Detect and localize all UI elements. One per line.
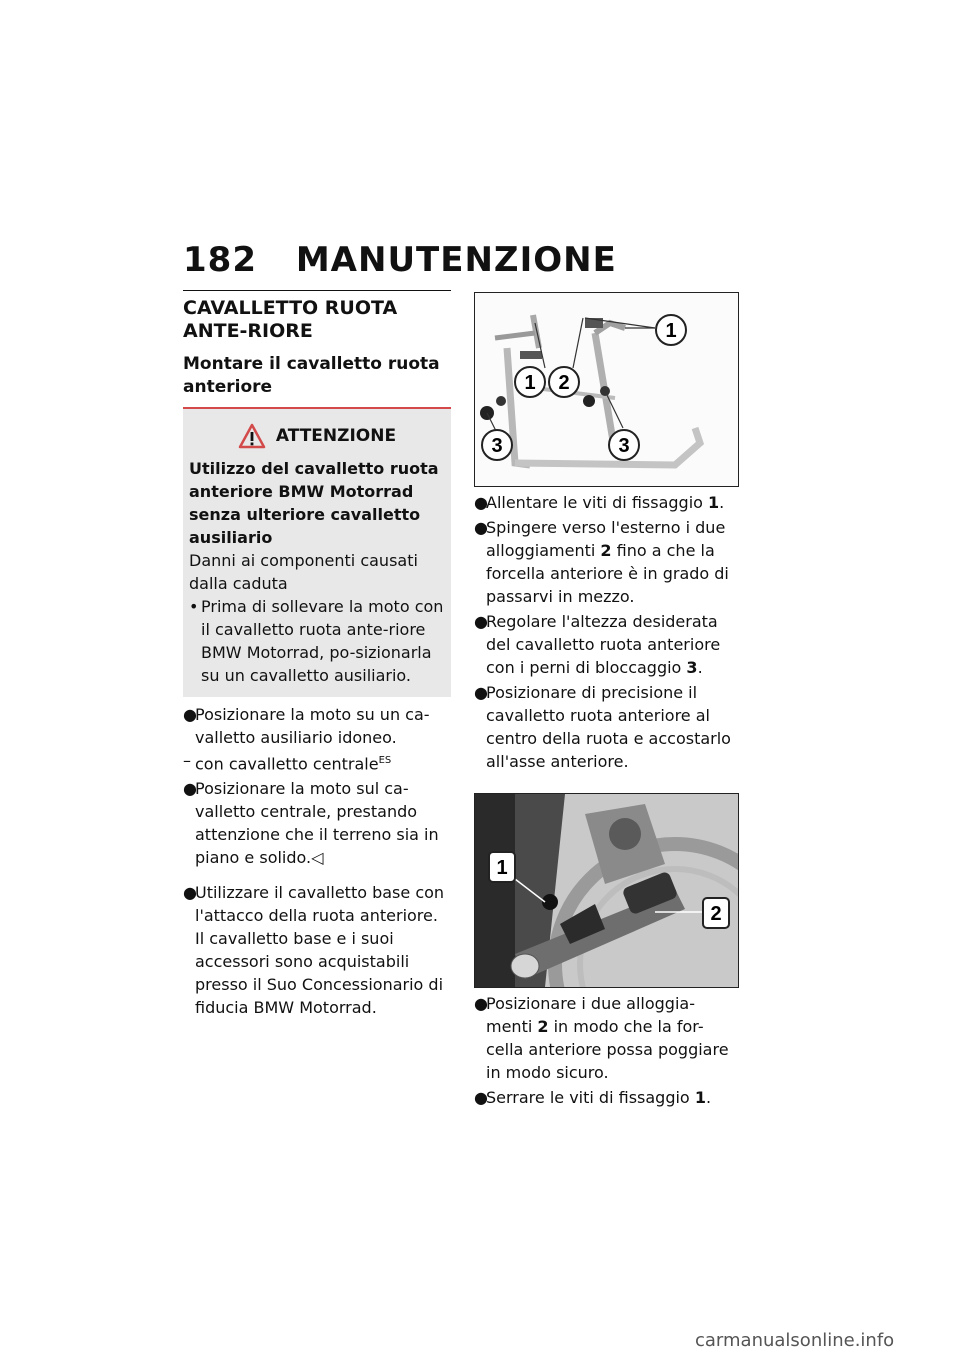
svg-text:2: 2: [710, 903, 722, 925]
end-mark: ◁: [311, 848, 324, 868]
svg-text:1: 1: [665, 320, 677, 342]
callout-2: [703, 898, 729, 928]
list-item: [474, 491, 739, 514]
wheel-mount-photo: [475, 794, 738, 987]
front-stand-illustration: [475, 293, 738, 486]
step-text: Posizionare la moto su un ca-valletto ausiliario idoneo.: [195, 705, 430, 747]
svg-text:3: 3: [491, 435, 503, 457]
callout-1a: [656, 315, 686, 345]
callout-2a: [549, 367, 579, 397]
warning-consequence: Danni ai componenti causati dalla caduta: [189, 551, 418, 593]
condition-text: con cavalletto centrale$^{ES}$: [195, 754, 392, 774]
dash-mark: –: [183, 751, 191, 770]
callout-1b: [515, 367, 545, 397]
step-text: Regolare l'altezza desiderata del cavalletto ruota anteriore con i perni di bloccaggio 3.: [486, 612, 721, 677]
callout-3b: [609, 430, 639, 460]
list-item: [474, 516, 739, 608]
bullet-dot: ●: [474, 493, 488, 512]
wheel-figure: [474, 793, 739, 988]
step-text: Posizionare i due alloggia-menti 2 in modo che la for-cella anteriore possa poggiare in modo sicuro.: [486, 994, 729, 1082]
callout-3a: [482, 430, 512, 460]
svg-text:3: 3: [618, 435, 630, 457]
step-text: Spingere verso l'esterno i due alloggiamenti 2 fino a che la forcella anteriore è in grado di passarvi in mezzo.: [486, 518, 729, 606]
right-column: [474, 292, 739, 1109]
bullet-dot: ●: [474, 518, 488, 537]
list-item: [183, 703, 451, 749]
condition-superscript: ES: [378, 755, 392, 766]
warning-triangle-icon: [238, 423, 266, 449]
callout-1: [489, 852, 515, 882]
watermark: carmanualsonline.info: [695, 1330, 895, 1351]
list-item: [183, 777, 451, 869]
warning-bullet: [189, 595, 445, 687]
section-rule: [183, 290, 451, 291]
left-steps: [183, 703, 451, 1019]
list-item: [474, 992, 739, 1084]
svg-text:1: 1: [496, 857, 508, 879]
step-text: Posizionare di precisione il cavalletto ruota anteriore al centro della ruota e accostarlo all'asse anteriore.: [486, 683, 731, 771]
bullet-dot: ●: [474, 1088, 488, 1107]
right-steps-a: [474, 491, 739, 773]
list-item: [183, 881, 451, 1019]
left-column: [183, 290, 451, 1019]
bullet-dot: ●: [183, 705, 197, 724]
svg-text:2: 2: [558, 372, 570, 394]
step-text: Allentare le viti di fissaggio 1.: [486, 493, 725, 512]
bullet-dot: ●: [183, 779, 197, 799]
bullet-dot: ●: [474, 683, 488, 702]
warning-header: [189, 423, 445, 449]
page-header: [183, 240, 617, 280]
bullet-dot: ●: [474, 994, 488, 1013]
section-title: CAVALLETTO RUOTA ANTE-RIORE: [183, 297, 398, 342]
chapter-title: MANUTENZIONE: [295, 240, 617, 280]
stand-figure: [474, 292, 739, 487]
step-text: Utilizzare il cavalletto base con l'attacco della ruota anteriore. Il cavalletto base e i suoi accessori sono acquistabili presso il Suo Concessionario di fiducia BMW Motorrad.: [195, 883, 445, 1018]
bullet-dot: ●: [183, 883, 197, 903]
warning-bullet-text: Prima di sollevare la moto con il cavalletto ruota ante-riore BMW Motorrad, po-sizionarla su un cavalletto ausiliario.: [201, 597, 444, 685]
section-subtitle: Montare il cavalletto ruota anteriore: [183, 354, 440, 397]
bullet-dot: ●: [474, 612, 488, 631]
warning-title: Utilizzo del cavalletto ruota anteriore BMW Motorrad senza ulteriore cavalletto ausiliario: [189, 459, 439, 547]
list-item: [474, 610, 739, 679]
list-item: [474, 681, 739, 773]
svg-text:1: 1: [524, 372, 536, 394]
page-number: 182: [183, 240, 257, 280]
warning-label: ATTENZIONE: [275, 425, 397, 446]
warning-box: [183, 407, 451, 697]
condition-line: [183, 749, 451, 775]
step-text: Posizionare la moto sul ca-valletto centrale, prestando attenzione che il terreno sia in piano e solido.◁: [195, 779, 439, 868]
right-steps-b: [474, 992, 739, 1109]
list-item: [474, 1086, 739, 1109]
bullet-dot: •: [189, 597, 199, 616]
step-text: Serrare le viti di fissaggio 1.: [486, 1088, 712, 1107]
